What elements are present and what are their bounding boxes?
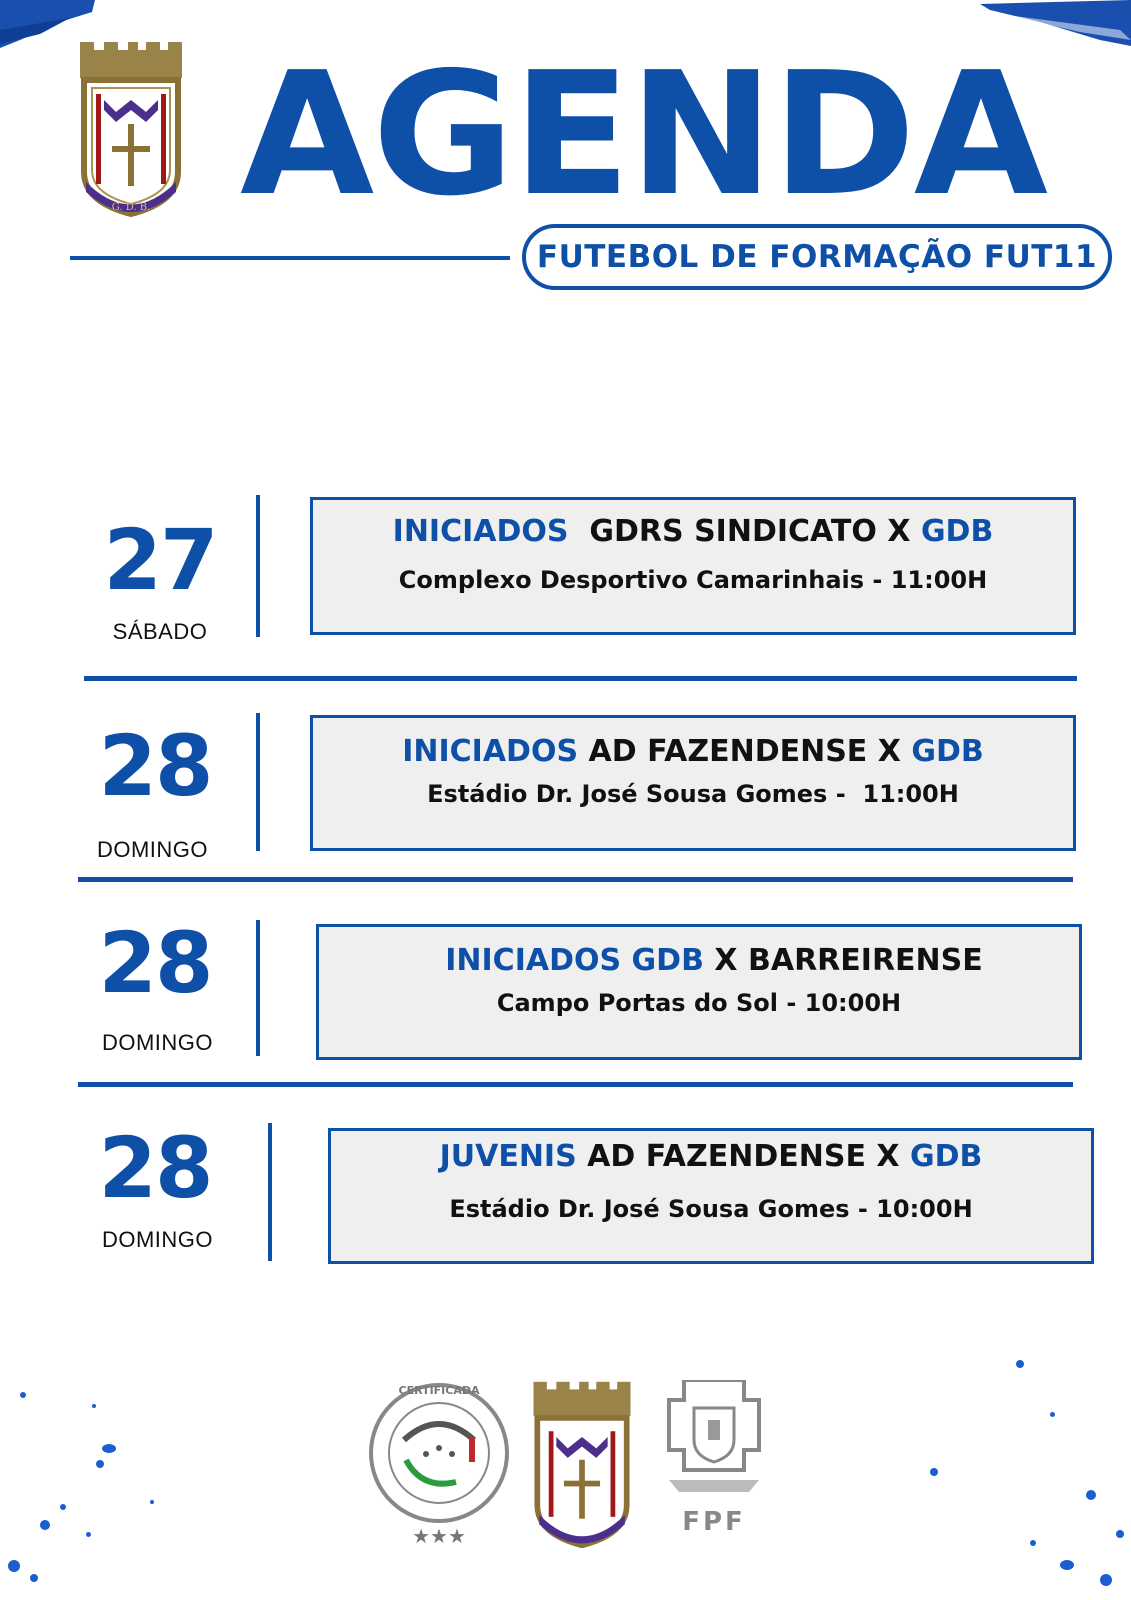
event-weekday: DOMINGO <box>101 1227 214 1252</box>
event-day-number: 27 <box>103 511 217 609</box>
header-divider <box>70 256 510 260</box>
event-match <box>331 1139 1091 1175</box>
club-crest-logo-footer <box>524 1380 640 1550</box>
row-separator <box>78 877 1073 882</box>
event-row <box>0 914 1131 1068</box>
event-venue-time: Complexo Desportivo Camarinhais - 11:00H <box>398 566 988 594</box>
event-home-team: AD FAZENDENSE <box>587 1139 866 1174</box>
crest-letters: G. D. B. <box>111 202 151 213</box>
club-crest-logo <box>70 42 192 217</box>
event-away-team: GDB <box>910 1139 983 1174</box>
event-divider-vertical <box>256 495 260 637</box>
event-versus: X <box>877 734 901 769</box>
event-row <box>0 495 1131 645</box>
event-divider-vertical <box>256 713 260 851</box>
event-venue-time: Estádio Dr. José Sousa Gomes - 11:00H <box>427 780 959 808</box>
event-category: INICIADOS <box>445 943 622 978</box>
event-row <box>0 713 1131 863</box>
event-divider-vertical <box>256 920 260 1056</box>
event-category: INICIADOS <box>392 514 569 549</box>
event-day-number: 28 <box>98 717 212 815</box>
event-away-team: GDB <box>911 734 984 769</box>
event-home-team: GDRS SINDICATO <box>589 514 877 549</box>
event-category: INICIADOS <box>402 734 579 769</box>
event-day-number: 28 <box>98 914 212 1012</box>
row-separator <box>78 1082 1073 1087</box>
event-row <box>0 1119 1131 1273</box>
event-match <box>313 734 1073 770</box>
event-card <box>328 1128 1094 1264</box>
fpf-federation-logo <box>664 1380 764 1540</box>
event-match <box>319 943 1079 979</box>
certification-badge-logo <box>364 1378 514 1548</box>
event-versus: X <box>887 514 911 549</box>
event-home-team: AD FAZENDENSE <box>588 734 868 769</box>
fpf-label: FPF <box>682 1507 746 1537</box>
event-card <box>310 497 1076 635</box>
row-separator <box>84 676 1077 681</box>
event-card <box>310 715 1076 851</box>
event-away-team: GDB <box>920 514 994 549</box>
page-title: AGENDA <box>240 36 1046 234</box>
event-weekday: DOMINGO <box>96 837 209 862</box>
event-card <box>316 924 1082 1060</box>
cert-stars: ★★★ <box>412 1524 466 1548</box>
event-home-team: GDB <box>631 943 704 978</box>
event-category: JUVENIS <box>439 1139 577 1174</box>
event-weekday: DOMINGO <box>101 1030 214 1055</box>
subtitle-text: FUTEBOL DE FORMAÇÃO FUT11 <box>536 239 1098 275</box>
event-away-team: BARREIRENSE <box>748 943 983 978</box>
svg-text:CERTIFICADA: CERTIFICADA <box>398 1384 480 1397</box>
event-day-number: 28 <box>98 1119 212 1217</box>
event-venue-time: Campo Portas do Sol - 10:00H <box>496 989 902 1017</box>
event-weekday: SÁBADO <box>112 619 208 644</box>
subtitle-pill <box>522 224 1112 290</box>
event-versus: X <box>714 943 738 978</box>
event-divider-vertical <box>268 1123 272 1261</box>
event-versus: X <box>876 1139 900 1174</box>
event-match <box>313 514 1073 550</box>
event-venue-time: Estádio Dr. José Sousa Gomes - 10:00H <box>449 1195 973 1223</box>
